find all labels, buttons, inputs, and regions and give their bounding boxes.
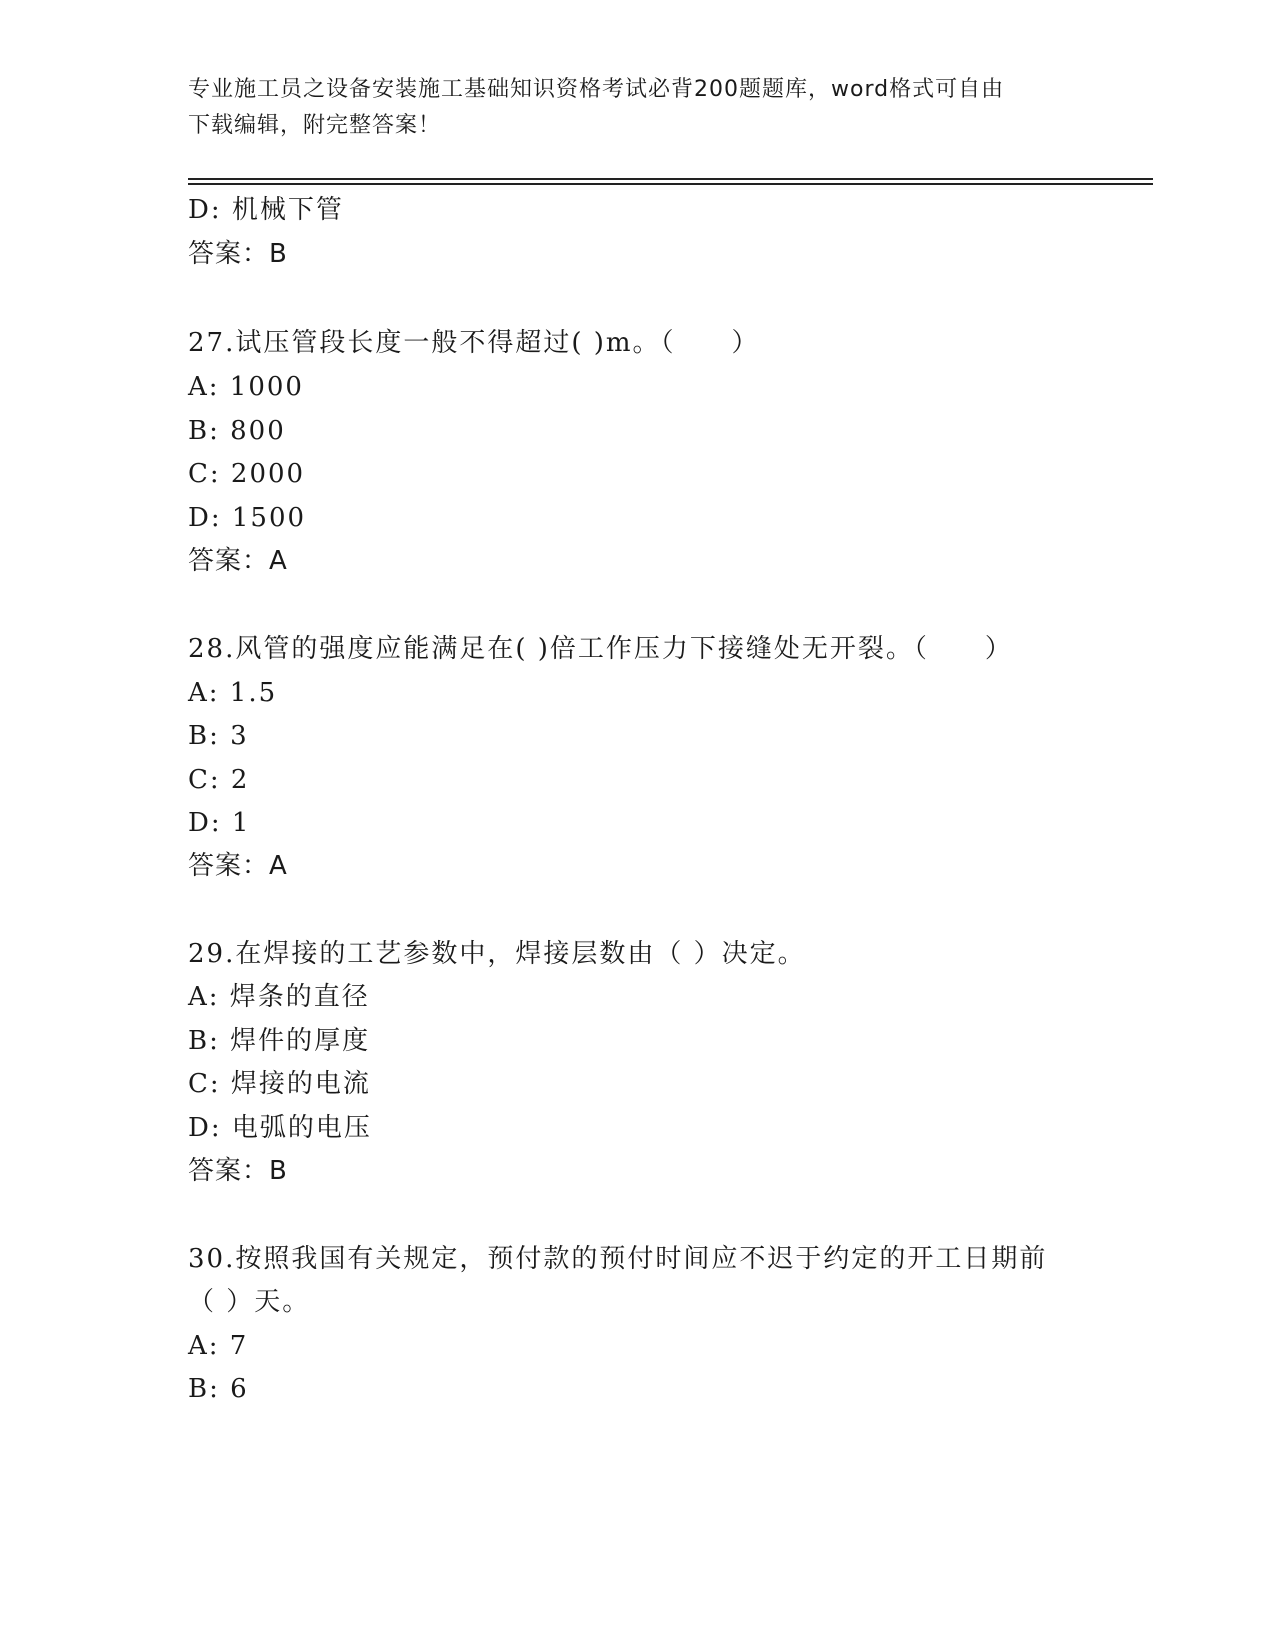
- header-line-2: 下载编辑，附完整答案！: [188, 113, 442, 138]
- q30-stem-line-2: （ ）天。: [188, 1287, 311, 1317]
- q30-option-a: A: 7: [188, 1331, 249, 1361]
- q28-answer: 答案：A: [188, 851, 288, 881]
- q27-option-a: A: 1000: [188, 372, 304, 402]
- q29-option-c: C: 焊接的电流: [188, 1069, 371, 1099]
- prev-answer: 答案：B: [188, 239, 288, 269]
- q27-option-b: B: 800: [188, 416, 286, 446]
- q28-option-b: B: 3: [188, 721, 249, 751]
- q29-option-b: B: 焊件的厚度: [188, 1026, 371, 1056]
- q28-stem: 28.风管的强度应能满足在( )倍工作压力下接缝处无开裂。（ ）: [188, 634, 1013, 664]
- q30-stem-line-1: 30.按照我国有关规定，预付款的预付时间应不迟于约定的开工日期前: [188, 1244, 1048, 1274]
- q27-answer: 答案：A: [188, 546, 288, 576]
- q28-option-d: D: 1: [188, 808, 251, 838]
- header-divider-bottom: [188, 183, 1153, 185]
- q29-option-d: D: 电弧的电压: [188, 1113, 372, 1143]
- q27-option-c: C: 2000: [188, 459, 306, 489]
- q30-option-b: B: 6: [188, 1374, 249, 1404]
- header-divider-top: [188, 178, 1153, 180]
- q28-option-c: C: 2: [188, 765, 250, 795]
- prev-option-d: D: 机械下管: [188, 195, 344, 225]
- q29-option-a: A: 焊条的直径: [188, 982, 370, 1012]
- q29-answer: 答案：B: [188, 1156, 288, 1186]
- q28-option-a: A: 1.5: [188, 678, 278, 708]
- q29-stem: 29.在焊接的工艺参数中，焊接层数由（ ）决定。: [188, 939, 806, 969]
- document-header: [188, 72, 1068, 144]
- q27-option-d: D: 1500: [188, 503, 307, 533]
- q27-stem: 27.试压管段长度一般不得超过( )m。（ ）: [188, 328, 760, 358]
- header-line-1: 专业施工员之设备安装施工基础知识资格考试必背200题题库，word格式可自由: [188, 77, 1005, 102]
